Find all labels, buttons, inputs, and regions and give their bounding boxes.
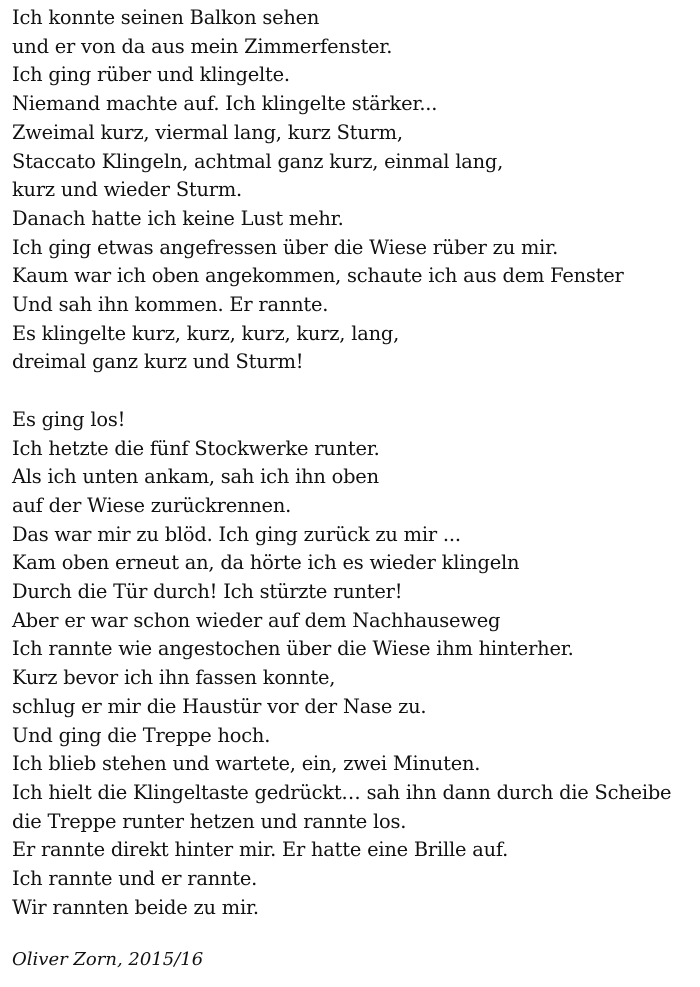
poem-line: Ich blieb stehen und wartete, ein, zwei Minuten. — [12, 752, 481, 776]
poem-line: Ich rannte und er rannte. — [12, 867, 258, 891]
poem-line: die Treppe runter hetzen und rannte los. — [12, 809, 407, 833]
poem-line: Ich konnte seinen Balkon sehen — [12, 6, 320, 29]
poem-line: Es klingelte kurz, kurz, kurz, kurz, lang, — [12, 321, 400, 345]
poem-line: schlug er mir die Haustür vor der Nase zu. — [12, 694, 427, 718]
poem-line: Ich hetzte die fünf Stockwerke runter. — [12, 436, 380, 460]
stanza-divider — [12, 377, 692, 406]
poem-line: Ich rannte wie angestochen über die Wiese ihm hinterher. — [12, 637, 574, 661]
poem-line: dreimal ganz kurz und Sturm! — [12, 350, 304, 374]
poem-line: Er rannte direkt hinter mir. Er hatte eine Brille auf. — [12, 838, 509, 862]
stanza-1 — [12, 4, 692, 377]
poem-line: Ich ging etwas angefressen über die Wiese rüber zu mir. — [12, 235, 559, 259]
poem-line: Staccato Klingeln, achtmal ganz kurz, einmal lang, — [12, 149, 504, 173]
poem-line: Wir rannten beide zu mir. — [12, 895, 259, 919]
poem-line: Kaum war ich oben angekommen, schaute ich aus dem Fenster — [12, 264, 624, 288]
poem-line: Aber er war schon wieder auf dem Nachhauseweg — [12, 608, 501, 632]
poem-line: Kam oben erneut an, da hörte ich es wieder klingeln — [12, 551, 520, 575]
poem-line: Und ging die Treppe hoch. — [12, 723, 271, 747]
poem-line: Ich ging rüber und klingelte. — [12, 63, 290, 87]
poem-line: Das war mir zu blöd. Ich ging zurück zu mir ... — [12, 522, 461, 546]
poem-line: Niemand machte auf. Ich klingelte stärker... — [12, 92, 438, 116]
poem-line: Ich hielt die Klingeltaste gedrückt… sah ihn dann durch die Scheibe — [12, 780, 672, 804]
poem-line: und er von da aus mein Zimmerfenster. — [12, 34, 393, 58]
poem-line: Und sah ihn kommen. Er rannte. — [12, 293, 329, 317]
poem-line: Zweimal kurz, viermal lang, kurz Sturm, — [12, 120, 403, 144]
poem-text — [12, 4, 692, 922]
author-signature: Oliver Zorn, 2015/16 — [12, 949, 204, 970]
poem-line: Es ging los! — [12, 407, 126, 431]
poem-line: auf der Wiese zurückrennen. — [12, 493, 292, 517]
poem-line: Als ich unten ankam, sah ich ihn oben — [12, 465, 379, 489]
poem-line: kurz und wieder Sturm. — [12, 178, 243, 202]
poem-line: Durch die Tür durch! Ich stürzte runter! — [12, 580, 403, 604]
poem-line: Kurz bevor ich ihn fassen konnte, — [12, 666, 336, 690]
poem-line: Danach hatte ich keine Lust mehr. — [12, 206, 344, 230]
stanza-2 — [12, 406, 692, 923]
